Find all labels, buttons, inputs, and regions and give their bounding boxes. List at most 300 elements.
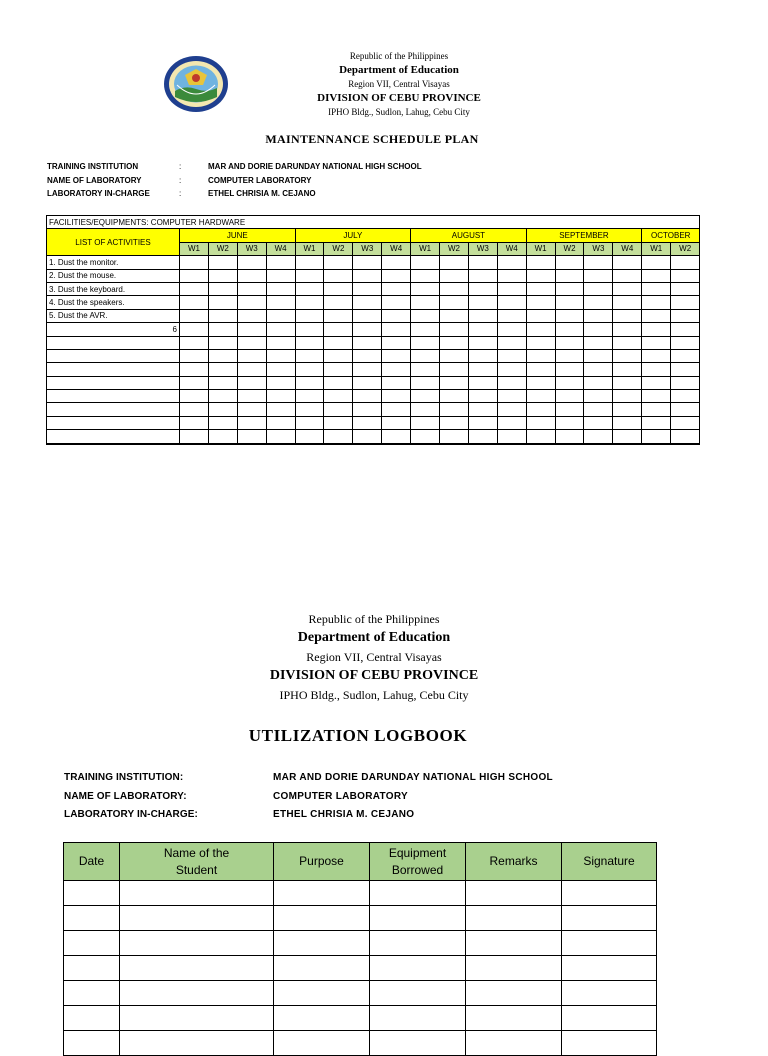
schedule-cell[interactable] bbox=[180, 430, 209, 444]
schedule-cell[interactable] bbox=[237, 416, 266, 429]
schedule-cell[interactable] bbox=[613, 430, 642, 444]
schedule-cell[interactable] bbox=[266, 416, 295, 429]
schedule-cell[interactable] bbox=[266, 336, 295, 349]
schedule-cell[interactable] bbox=[642, 323, 671, 336]
schedule-cell[interactable] bbox=[468, 269, 497, 282]
schedule-cell[interactable] bbox=[180, 269, 209, 282]
logbook-cell[interactable] bbox=[370, 906, 466, 931]
schedule-cell[interactable] bbox=[411, 390, 440, 403]
schedule-cell[interactable] bbox=[526, 282, 555, 295]
schedule-cell[interactable] bbox=[642, 416, 671, 429]
schedule-cell[interactable] bbox=[411, 349, 440, 362]
schedule-cell[interactable] bbox=[411, 430, 440, 444]
schedule-cell[interactable] bbox=[295, 416, 324, 429]
schedule-cell[interactable] bbox=[468, 376, 497, 389]
schedule-cell[interactable] bbox=[642, 376, 671, 389]
logbook-cell[interactable] bbox=[64, 906, 120, 931]
schedule-cell[interactable] bbox=[584, 309, 613, 322]
activity-label bbox=[47, 363, 180, 376]
schedule-cell[interactable] bbox=[382, 282, 411, 295]
schedule-cell[interactable] bbox=[180, 309, 209, 322]
schedule-cell[interactable] bbox=[613, 349, 642, 362]
schedule-cell[interactable] bbox=[324, 363, 353, 376]
logbook-cell[interactable] bbox=[64, 881, 120, 906]
schedule-cell[interactable] bbox=[324, 282, 353, 295]
logbook-cell[interactable] bbox=[466, 931, 562, 956]
schedule-cell[interactable] bbox=[440, 282, 469, 295]
schedule-cell[interactable] bbox=[671, 296, 700, 309]
logbook-cell[interactable] bbox=[370, 981, 466, 1006]
logbook-cell[interactable] bbox=[466, 1031, 562, 1056]
schedule-cell[interactable] bbox=[353, 296, 382, 309]
schedule-cell[interactable] bbox=[411, 309, 440, 322]
logbook-cell[interactable] bbox=[120, 956, 274, 981]
schedule-cell[interactable] bbox=[440, 336, 469, 349]
logbook-cell[interactable] bbox=[562, 906, 657, 931]
schedule-cell[interactable] bbox=[440, 296, 469, 309]
logbook-cell[interactable] bbox=[120, 931, 274, 956]
schedule-cell[interactable] bbox=[411, 403, 440, 416]
schedule-cell[interactable] bbox=[584, 430, 613, 444]
schedule-cell[interactable] bbox=[642, 269, 671, 282]
schedule-cell[interactable] bbox=[526, 363, 555, 376]
schedule-cell[interactable] bbox=[555, 430, 584, 444]
activity-row bbox=[47, 282, 700, 295]
schedule-cell[interactable] bbox=[642, 349, 671, 362]
schedule-cell[interactable] bbox=[411, 416, 440, 429]
schedule-cell[interactable] bbox=[613, 269, 642, 282]
schedule-cell[interactable] bbox=[671, 323, 700, 336]
logbook-cell[interactable] bbox=[370, 881, 466, 906]
schedule-cell[interactable] bbox=[440, 416, 469, 429]
schedule-cell[interactable] bbox=[208, 282, 237, 295]
schedule-cell[interactable] bbox=[266, 390, 295, 403]
schedule-cell[interactable] bbox=[411, 282, 440, 295]
schedule-cell[interactable] bbox=[353, 390, 382, 403]
logbook-cell[interactable] bbox=[562, 981, 657, 1006]
schedule-cell[interactable] bbox=[497, 416, 526, 429]
schedule-cell[interactable] bbox=[180, 282, 209, 295]
schedule-cell[interactable] bbox=[526, 430, 555, 444]
schedule-cell[interactable] bbox=[613, 323, 642, 336]
schedule-cell[interactable] bbox=[584, 256, 613, 269]
schedule-cell[interactable] bbox=[266, 269, 295, 282]
schedule-cell[interactable] bbox=[208, 363, 237, 376]
schedule-cell[interactable] bbox=[237, 323, 266, 336]
schedule-cell[interactable] bbox=[555, 282, 584, 295]
schedule-cell[interactable] bbox=[440, 309, 469, 322]
schedule-cell[interactable] bbox=[180, 256, 209, 269]
schedule-cell[interactable] bbox=[613, 309, 642, 322]
schedule-cell[interactable] bbox=[440, 376, 469, 389]
logbook-cell[interactable] bbox=[466, 1006, 562, 1031]
schedule-cell[interactable] bbox=[671, 403, 700, 416]
schedule-cell[interactable] bbox=[642, 363, 671, 376]
schedule-cell[interactable] bbox=[353, 282, 382, 295]
schedule-cell[interactable] bbox=[266, 256, 295, 269]
logbook-cell[interactable] bbox=[562, 931, 657, 956]
schedule-cell[interactable] bbox=[671, 269, 700, 282]
schedule-cell[interactable] bbox=[555, 390, 584, 403]
schedule-cell[interactable] bbox=[266, 430, 295, 444]
schedule-cell[interactable] bbox=[208, 430, 237, 444]
logbook-cell[interactable] bbox=[370, 931, 466, 956]
schedule-cell[interactable] bbox=[613, 403, 642, 416]
schedule-cell[interactable] bbox=[237, 349, 266, 362]
schedule-cell[interactable] bbox=[497, 323, 526, 336]
schedule-cell[interactable] bbox=[497, 336, 526, 349]
schedule-cell[interactable] bbox=[324, 336, 353, 349]
schedule-cell[interactable] bbox=[440, 430, 469, 444]
logbook-cell[interactable] bbox=[562, 1006, 657, 1031]
schedule-cell[interactable] bbox=[613, 336, 642, 349]
schedule-cell[interactable] bbox=[584, 416, 613, 429]
schedule-cell[interactable] bbox=[497, 390, 526, 403]
schedule-cell[interactable] bbox=[324, 416, 353, 429]
activity-label bbox=[47, 416, 180, 429]
logbook-cell[interactable] bbox=[274, 931, 370, 956]
schedule-cell[interactable] bbox=[613, 363, 642, 376]
schedule-cell[interactable] bbox=[180, 349, 209, 362]
schedule-cell[interactable] bbox=[353, 256, 382, 269]
schedule-cell[interactable] bbox=[295, 256, 324, 269]
schedule-cell[interactable] bbox=[295, 269, 324, 282]
schedule-cell[interactable] bbox=[497, 269, 526, 282]
schedule-cell[interactable] bbox=[382, 269, 411, 282]
schedule-cell[interactable] bbox=[411, 269, 440, 282]
schedule-cell[interactable] bbox=[295, 296, 324, 309]
schedule-cell[interactable] bbox=[468, 309, 497, 322]
schedule-cell[interactable] bbox=[497, 376, 526, 389]
schedule-cell[interactable] bbox=[295, 349, 324, 362]
schedule-cell[interactable] bbox=[237, 430, 266, 444]
schedule-cell[interactable] bbox=[353, 430, 382, 444]
schedule-cell[interactable] bbox=[526, 376, 555, 389]
schedule-cell[interactable] bbox=[237, 309, 266, 322]
schedule-cell[interactable] bbox=[555, 363, 584, 376]
schedule-cell[interactable] bbox=[324, 269, 353, 282]
logbook-cell[interactable] bbox=[466, 981, 562, 1006]
logbook-cell[interactable] bbox=[274, 1006, 370, 1031]
logbook-cell[interactable] bbox=[562, 881, 657, 906]
schedule-cell[interactable] bbox=[671, 390, 700, 403]
logbook-cell[interactable] bbox=[370, 1031, 466, 1056]
schedule-cell[interactable] bbox=[440, 403, 469, 416]
logbook-cell[interactable] bbox=[274, 906, 370, 931]
schedule-cell[interactable] bbox=[526, 349, 555, 362]
schedule-cell[interactable] bbox=[295, 363, 324, 376]
logbook-cell[interactable] bbox=[64, 1006, 120, 1031]
logbook-cell[interactable] bbox=[466, 906, 562, 931]
schedule-cell[interactable] bbox=[526, 336, 555, 349]
schedule-cell[interactable] bbox=[555, 403, 584, 416]
schedule-cell[interactable] bbox=[208, 390, 237, 403]
schedule-cell[interactable] bbox=[382, 256, 411, 269]
schedule-cell[interactable] bbox=[613, 256, 642, 269]
schedule-cell[interactable] bbox=[382, 336, 411, 349]
schedule-cell[interactable] bbox=[468, 416, 497, 429]
schedule-cell[interactable] bbox=[440, 323, 469, 336]
week-header: W2 bbox=[671, 242, 700, 255]
logbook-cell[interactable] bbox=[562, 956, 657, 981]
schedule-cell[interactable] bbox=[468, 256, 497, 269]
logbook-cell[interactable] bbox=[466, 956, 562, 981]
activity-label bbox=[47, 336, 180, 349]
schedule-cell[interactable] bbox=[208, 336, 237, 349]
schedule-cell[interactable] bbox=[497, 296, 526, 309]
schedule-cell[interactable] bbox=[468, 403, 497, 416]
schedule-cell[interactable] bbox=[642, 256, 671, 269]
schedule-cell[interactable] bbox=[266, 363, 295, 376]
schedule-cell[interactable] bbox=[526, 269, 555, 282]
schedule-cell[interactable] bbox=[468, 323, 497, 336]
schedule-cell[interactable] bbox=[642, 390, 671, 403]
schedule-cell[interactable] bbox=[440, 390, 469, 403]
schedule-cell[interactable] bbox=[642, 403, 671, 416]
schedule-cell[interactable] bbox=[555, 336, 584, 349]
schedule-cell[interactable] bbox=[382, 363, 411, 376]
logbook-cell[interactable] bbox=[120, 881, 274, 906]
schedule-cell[interactable] bbox=[584, 296, 613, 309]
schedule-cell[interactable] bbox=[555, 376, 584, 389]
schedule-cell[interactable] bbox=[295, 403, 324, 416]
schedule-cell[interactable] bbox=[324, 430, 353, 444]
logbook-cell[interactable] bbox=[370, 956, 466, 981]
schedule-cell[interactable] bbox=[208, 349, 237, 362]
schedule-cell[interactable] bbox=[526, 256, 555, 269]
schedule-cell[interactable] bbox=[382, 296, 411, 309]
schedule-cell[interactable] bbox=[468, 349, 497, 362]
schedule-cell[interactable] bbox=[411, 376, 440, 389]
schedule-cell[interactable] bbox=[584, 282, 613, 295]
logbook-cell[interactable] bbox=[274, 981, 370, 1006]
schedule-cell[interactable] bbox=[526, 296, 555, 309]
schedule-cell[interactable] bbox=[671, 376, 700, 389]
schedule-cell[interactable] bbox=[266, 349, 295, 362]
schedule-cell[interactable] bbox=[497, 430, 526, 444]
schedule-cell[interactable] bbox=[497, 403, 526, 416]
schedule-cell[interactable] bbox=[671, 416, 700, 429]
schedule-cell[interactable] bbox=[497, 309, 526, 322]
schedule-cell[interactable] bbox=[613, 376, 642, 389]
schedule-cell[interactable] bbox=[468, 296, 497, 309]
schedule-cell[interactable] bbox=[555, 269, 584, 282]
schedule-cell[interactable] bbox=[266, 296, 295, 309]
schedule-cell[interactable] bbox=[237, 403, 266, 416]
schedule-cell[interactable] bbox=[613, 390, 642, 403]
logbook-cell[interactable] bbox=[120, 1006, 274, 1031]
schedule-cell[interactable] bbox=[584, 269, 613, 282]
schedule-cell[interactable] bbox=[382, 376, 411, 389]
schedule-cell[interactable] bbox=[237, 376, 266, 389]
schedule-cell[interactable] bbox=[208, 323, 237, 336]
schedule-cell[interactable] bbox=[353, 376, 382, 389]
schedule-cell[interactable] bbox=[584, 403, 613, 416]
schedule-cell[interactable] bbox=[555, 309, 584, 322]
schedule-cell[interactable] bbox=[642, 309, 671, 322]
logbook-cell[interactable] bbox=[120, 1031, 274, 1056]
schedule-cell[interactable] bbox=[671, 256, 700, 269]
schedule-cell[interactable] bbox=[266, 282, 295, 295]
schedule-cell[interactable] bbox=[613, 282, 642, 295]
schedule-cell[interactable] bbox=[295, 323, 324, 336]
schedule-cell[interactable] bbox=[266, 309, 295, 322]
schedule-cell[interactable] bbox=[237, 256, 266, 269]
schedule-cell[interactable] bbox=[468, 430, 497, 444]
schedule-cell[interactable] bbox=[671, 349, 700, 362]
schedule-cell[interactable] bbox=[526, 403, 555, 416]
header-division: DIVISION OF CEBU PROVINCE bbox=[269, 668, 479, 683]
schedule-cell[interactable] bbox=[180, 336, 209, 349]
schedule-cell[interactable] bbox=[180, 323, 209, 336]
schedule-cell[interactable] bbox=[324, 349, 353, 362]
schedule-cell[interactable] bbox=[237, 282, 266, 295]
logbook-cell[interactable] bbox=[120, 906, 274, 931]
logbook-cell[interactable] bbox=[274, 881, 370, 906]
logbook-cell[interactable] bbox=[562, 1031, 657, 1056]
schedule-cell[interactable] bbox=[295, 336, 324, 349]
schedule-cell[interactable] bbox=[642, 430, 671, 444]
schedule-cell[interactable] bbox=[237, 269, 266, 282]
schedule-cell[interactable] bbox=[382, 403, 411, 416]
schedule-cell[interactable] bbox=[295, 430, 324, 444]
schedule-cell[interactable] bbox=[324, 256, 353, 269]
schedule-cell[interactable] bbox=[353, 323, 382, 336]
schedule-cell[interactable] bbox=[237, 363, 266, 376]
schedule-cell[interactable] bbox=[353, 309, 382, 322]
schedule-cell[interactable] bbox=[237, 390, 266, 403]
schedule-cell[interactable] bbox=[266, 376, 295, 389]
logbook-cell[interactable] bbox=[64, 931, 120, 956]
schedule-cell[interactable] bbox=[353, 363, 382, 376]
schedule-cell[interactable] bbox=[353, 349, 382, 362]
logbook-cell[interactable] bbox=[466, 881, 562, 906]
schedule-cell[interactable] bbox=[584, 349, 613, 362]
schedule-cell[interactable] bbox=[671, 309, 700, 322]
schedule-cell[interactable] bbox=[353, 403, 382, 416]
logbook-cell[interactable] bbox=[64, 1031, 120, 1056]
logbook-cell[interactable] bbox=[64, 956, 120, 981]
schedule-cell[interactable] bbox=[208, 376, 237, 389]
schedule-cell[interactable] bbox=[382, 416, 411, 429]
logbook-cell[interactable] bbox=[370, 1006, 466, 1031]
schedule-cell[interactable] bbox=[295, 309, 324, 322]
schedule-cell[interactable] bbox=[353, 416, 382, 429]
schedule-cell[interactable] bbox=[555, 416, 584, 429]
schedule-cell[interactable] bbox=[411, 336, 440, 349]
schedule-cell[interactable] bbox=[468, 336, 497, 349]
schedule-cell[interactable] bbox=[440, 349, 469, 362]
schedule-cell[interactable] bbox=[497, 282, 526, 295]
schedule-cell[interactable] bbox=[324, 309, 353, 322]
schedule-cell[interactable] bbox=[180, 403, 209, 416]
schedule-cell[interactable] bbox=[411, 363, 440, 376]
schedule-cell[interactable] bbox=[411, 323, 440, 336]
schedule-cell[interactable] bbox=[411, 256, 440, 269]
schedule-cell[interactable] bbox=[526, 416, 555, 429]
logbook-cell[interactable] bbox=[64, 981, 120, 1006]
schedule-cell[interactable] bbox=[440, 363, 469, 376]
schedule-cell[interactable] bbox=[208, 309, 237, 322]
schedule-cell[interactable] bbox=[180, 363, 209, 376]
logbook-cell[interactable] bbox=[274, 956, 370, 981]
schedule-cell[interactable] bbox=[180, 376, 209, 389]
schedule-cell[interactable] bbox=[497, 349, 526, 362]
schedule-cell[interactable] bbox=[353, 336, 382, 349]
schedule-cell[interactable] bbox=[382, 390, 411, 403]
schedule-cell[interactable] bbox=[266, 403, 295, 416]
schedule-cell[interactable] bbox=[382, 349, 411, 362]
schedule-cell[interactable] bbox=[671, 363, 700, 376]
schedule-cell[interactable] bbox=[324, 376, 353, 389]
schedule-cell[interactable] bbox=[497, 256, 526, 269]
schedule-cell[interactable] bbox=[642, 296, 671, 309]
schedule-cell[interactable] bbox=[584, 376, 613, 389]
schedule-cell[interactable] bbox=[295, 390, 324, 403]
schedule-cell[interactable] bbox=[382, 430, 411, 444]
schedule-cell[interactable] bbox=[324, 403, 353, 416]
schedule-cell[interactable] bbox=[584, 323, 613, 336]
logbook-cell[interactable] bbox=[120, 981, 274, 1006]
schedule-cell[interactable] bbox=[468, 363, 497, 376]
schedule-cell[interactable] bbox=[353, 269, 382, 282]
schedule-cell[interactable] bbox=[526, 390, 555, 403]
schedule-cell[interactable] bbox=[440, 269, 469, 282]
schedule-cell[interactable] bbox=[526, 323, 555, 336]
schedule-cell[interactable] bbox=[382, 323, 411, 336]
schedule-cell[interactable] bbox=[180, 296, 209, 309]
schedule-cell[interactable] bbox=[468, 282, 497, 295]
schedule-cell[interactable] bbox=[526, 309, 555, 322]
schedule-cell[interactable] bbox=[555, 349, 584, 362]
schedule-cell[interactable] bbox=[642, 336, 671, 349]
schedule-cell[interactable] bbox=[584, 390, 613, 403]
logbook-cell[interactable] bbox=[274, 1031, 370, 1056]
schedule-cell[interactable] bbox=[613, 296, 642, 309]
schedule-cell[interactable] bbox=[295, 282, 324, 295]
schedule-cell[interactable] bbox=[382, 309, 411, 322]
schedule-cell[interactable] bbox=[555, 296, 584, 309]
schedule-cell[interactable] bbox=[613, 416, 642, 429]
schedule-cell[interactable] bbox=[671, 430, 700, 444]
schedule-cell[interactable] bbox=[584, 363, 613, 376]
schedule-cell[interactable] bbox=[266, 323, 295, 336]
schedule-cell[interactable] bbox=[208, 256, 237, 269]
schedule-cell[interactable] bbox=[237, 336, 266, 349]
schedule-cell[interactable] bbox=[208, 403, 237, 416]
schedule-cell[interactable] bbox=[411, 296, 440, 309]
schedule-cell[interactable] bbox=[208, 296, 237, 309]
schedule-cell[interactable] bbox=[208, 269, 237, 282]
schedule-cell[interactable] bbox=[324, 296, 353, 309]
schedule-cell[interactable] bbox=[642, 282, 671, 295]
schedule-cell[interactable] bbox=[208, 416, 237, 429]
schedule-cell[interactable] bbox=[555, 323, 584, 336]
schedule-cell[interactable] bbox=[440, 256, 469, 269]
schedule-cell[interactable] bbox=[237, 296, 266, 309]
schedule-cell[interactable] bbox=[497, 363, 526, 376]
schedule-cell[interactable] bbox=[180, 416, 209, 429]
schedule-cell[interactable] bbox=[468, 390, 497, 403]
schedule-cell[interactable] bbox=[671, 336, 700, 349]
schedule-cell[interactable] bbox=[671, 282, 700, 295]
schedule-cell[interactable] bbox=[324, 323, 353, 336]
schedule-cell[interactable] bbox=[324, 390, 353, 403]
schedule-cell[interactable] bbox=[555, 256, 584, 269]
schedule-cell[interactable] bbox=[584, 336, 613, 349]
schedule-cell[interactable] bbox=[180, 390, 209, 403]
schedule-cell[interactable] bbox=[295, 376, 324, 389]
